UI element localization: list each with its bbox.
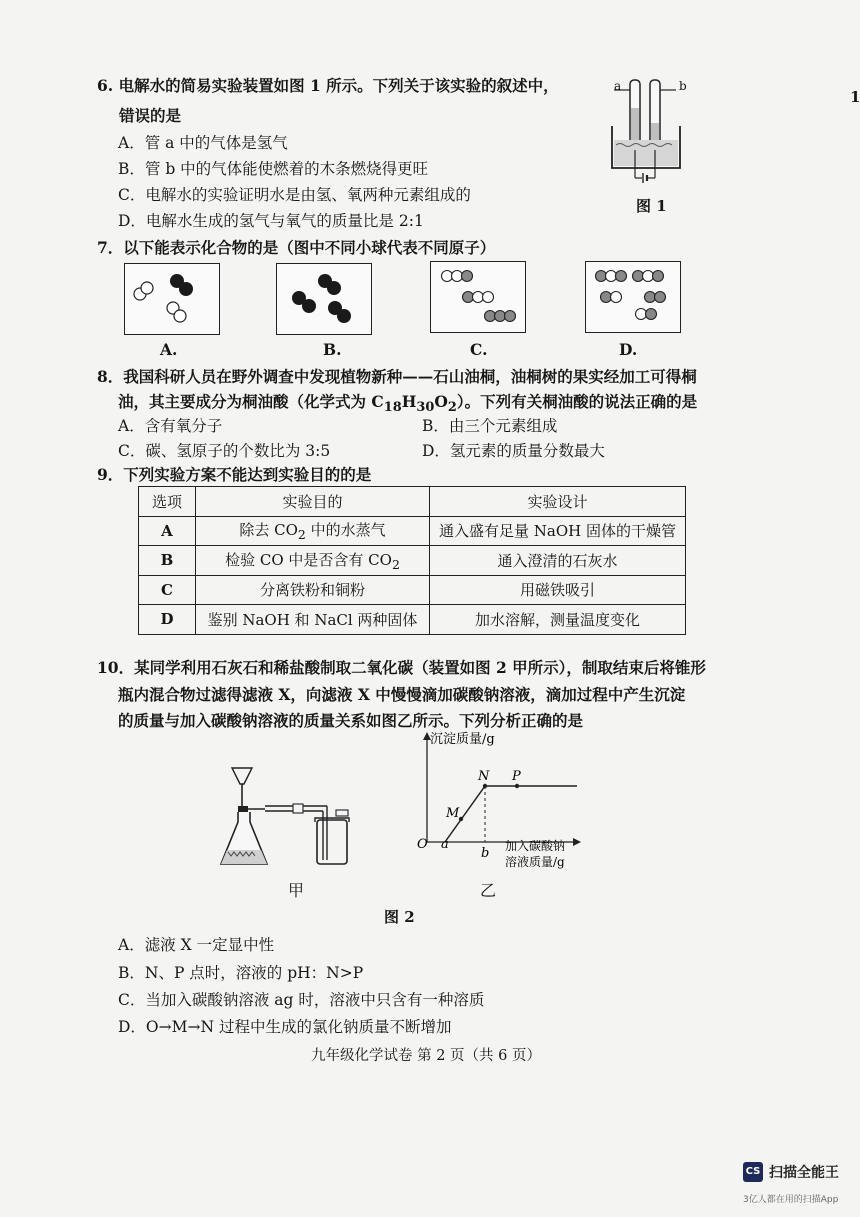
- y-axis-label: 沉淀质量/g: [430, 732, 495, 747]
- option-a-molecules: [125, 264, 219, 334]
- row-design: 加水溶解，测量温度变化: [430, 605, 686, 635]
- series-line: [445, 786, 577, 842]
- goal-text: 除去 CO: [239, 521, 298, 540]
- q8-option-c: C．碳、氢原子的个数比为 3:5: [118, 442, 331, 460]
- header-goal: 实验目的: [196, 487, 430, 517]
- row-design: 通入盛有足量 NaOH 固体的干燥管: [430, 516, 686, 546]
- header-option: 选项: [139, 487, 196, 517]
- brand-name: 扫描全能王: [769, 1165, 839, 1181]
- row-goal: [196, 605, 430, 635]
- row-goal: [196, 546, 430, 576]
- table-row: [139, 575, 686, 605]
- option-c-molecule-box: [430, 261, 526, 333]
- figure2-left-caption: 甲: [288, 881, 305, 900]
- option-d-molecules: [586, 262, 680, 332]
- q10-line2: 瓶内混合物过滤得滤液 X，向滤液 X 中慢慢滴加碳酸钠溶液，滴加过程中产生沉淀: [118, 685, 686, 704]
- q10-option-a: A．滤液 X 一定显中性: [118, 936, 275, 954]
- q8-mid2: O: [434, 392, 448, 411]
- q10-option-b: B．N、P 点时，溶液的 pH：N>P: [118, 964, 364, 982]
- header-design: 实验设计: [430, 487, 686, 517]
- origin-label: O: [417, 837, 428, 852]
- figure2-right-caption: 乙: [480, 881, 497, 900]
- option-b-molecules: [277, 264, 371, 334]
- q10-line3: 的质量与加入碳酸钠溶液的质量关系如图乙所示。下列分析正确的是: [118, 711, 584, 730]
- point-p: [515, 784, 519, 788]
- goal-text: 鉴别 NaOH 和 NaCl 两种固体: [207, 610, 418, 629]
- figure1-caption: 图 1: [636, 197, 667, 215]
- point-n: [483, 784, 487, 788]
- cs-logo: CS: [743, 1162, 763, 1182]
- q10-line1: 10．某同学利用石灰石和稀盐酸制取二氧化碳（装置如图 2 甲所示），制取结束后将锥形: [97, 658, 706, 677]
- q8-line1: 8．我国科研人员在野外调查中发现植物新种——石山油桐，油桐树的果实经加工可得桐: [97, 367, 697, 386]
- q7-stem: 7．以下能表示化合物的是（图中不同小球代表不同原子）: [97, 238, 496, 257]
- experiment-table: [138, 486, 686, 635]
- q7-label-b: B.: [323, 340, 342, 359]
- figure2-caption: 图 2: [384, 908, 415, 926]
- page-footer: 九年级化学试卷 第 2 页（共 6 页）: [311, 1048, 541, 1064]
- q8-mid1: H: [401, 392, 417, 411]
- point-m: [459, 817, 463, 821]
- tube-b-label: b: [679, 79, 687, 93]
- option-c-molecules: [431, 262, 525, 332]
- q6-option-b: B．管 b 中的气体能使燃着的木条燃烧得更旺: [118, 160, 429, 178]
- q10-option-d: D．O→M→N 过程中生成的氯化钠质量不断增加: [118, 1018, 452, 1036]
- row-design: 用磁铁吸引: [430, 575, 686, 605]
- q8-option-d: D．氢元素的质量分数最大: [422, 442, 605, 460]
- precipitate-mass-chart: [405, 730, 585, 870]
- co2-generation-apparatus: [215, 760, 365, 875]
- table-row: [139, 516, 686, 546]
- row-key: A: [139, 516, 196, 546]
- x-axis-arrow: [573, 838, 581, 846]
- goal-subscript: 2: [391, 556, 400, 572]
- goal-text: 分离铁粉和铜粉: [259, 581, 365, 600]
- option-d-molecule-box: [585, 261, 681, 333]
- edge-page-mark: 1: [850, 88, 860, 106]
- row-design: 通入澄清的石灰水: [430, 546, 686, 576]
- row-key: D: [139, 605, 196, 635]
- table-header-row: [139, 487, 686, 517]
- q8-sub3: 2: [447, 400, 457, 416]
- q6-option-a: A．管 a 中的气体是氢气: [118, 134, 288, 152]
- q6-option-d: D．电解水生成的氢气与氧气的质量比是 2:1: [118, 212, 424, 230]
- option-b-molecule-box: [276, 263, 372, 335]
- x-axis-label-line2: 溶液质量/g: [505, 855, 565, 869]
- row-goal: [196, 516, 430, 546]
- point-p-label: P: [512, 769, 521, 784]
- goal-subscript: 2: [297, 527, 306, 543]
- electrolysis-apparatus-figure: [600, 78, 705, 186]
- q8-sub2: 30: [416, 400, 435, 416]
- q8-sub1: 18: [383, 400, 402, 416]
- goal-text-end: 中的水蒸气: [305, 521, 386, 540]
- q7-label-d: D.: [619, 340, 638, 359]
- q8-line2-pre: 油，其主要成分为桐油酸（化学式为 C: [118, 392, 384, 411]
- q8-line2-post: ）。下列有关桐油酸的说法正确的是: [456, 392, 698, 411]
- q8-option-b: B．由三个元素组成: [422, 417, 558, 435]
- q8-line2: [118, 390, 697, 415]
- goal-text: 检验 CO 中是否含有 CO: [225, 550, 392, 569]
- option-a-molecule-box: [124, 263, 220, 335]
- q9-stem: 9．下列实验方案不能达到实验目的的是: [97, 465, 372, 484]
- x-tick-b: b: [481, 846, 490, 861]
- row-goal: [196, 575, 430, 605]
- q7-label-c: C.: [470, 340, 488, 359]
- brand-tagline: 3亿人都在用的扫描App: [743, 1195, 839, 1205]
- q7-label-a: A.: [160, 340, 178, 359]
- row-key: B: [139, 546, 196, 576]
- table-row: [139, 546, 686, 576]
- point-n-label: N: [478, 769, 490, 784]
- x-tick-a: a: [441, 837, 449, 852]
- q6-line1: 6. 电解水的简易实验装置如图 1 所示。下列关于该实验的叙述中，: [97, 76, 559, 95]
- point-m-label: M: [446, 806, 460, 821]
- row-key: C: [139, 575, 196, 605]
- q6-line2: 错误的是: [119, 106, 182, 125]
- q6-option-c: C．电解水的实验证明水是由氢、氧两种元素组成的: [118, 186, 471, 204]
- q8-option-a: A．含有氧分子: [118, 417, 223, 435]
- tube-a-label: a: [614, 79, 622, 93]
- table-row: [139, 605, 686, 635]
- x-axis-label-line1: 加入碳酸钠: [505, 839, 566, 853]
- q10-option-c: C．当加入碳酸钠溶液 ag 时，溶液中只含有一种溶质: [118, 991, 485, 1009]
